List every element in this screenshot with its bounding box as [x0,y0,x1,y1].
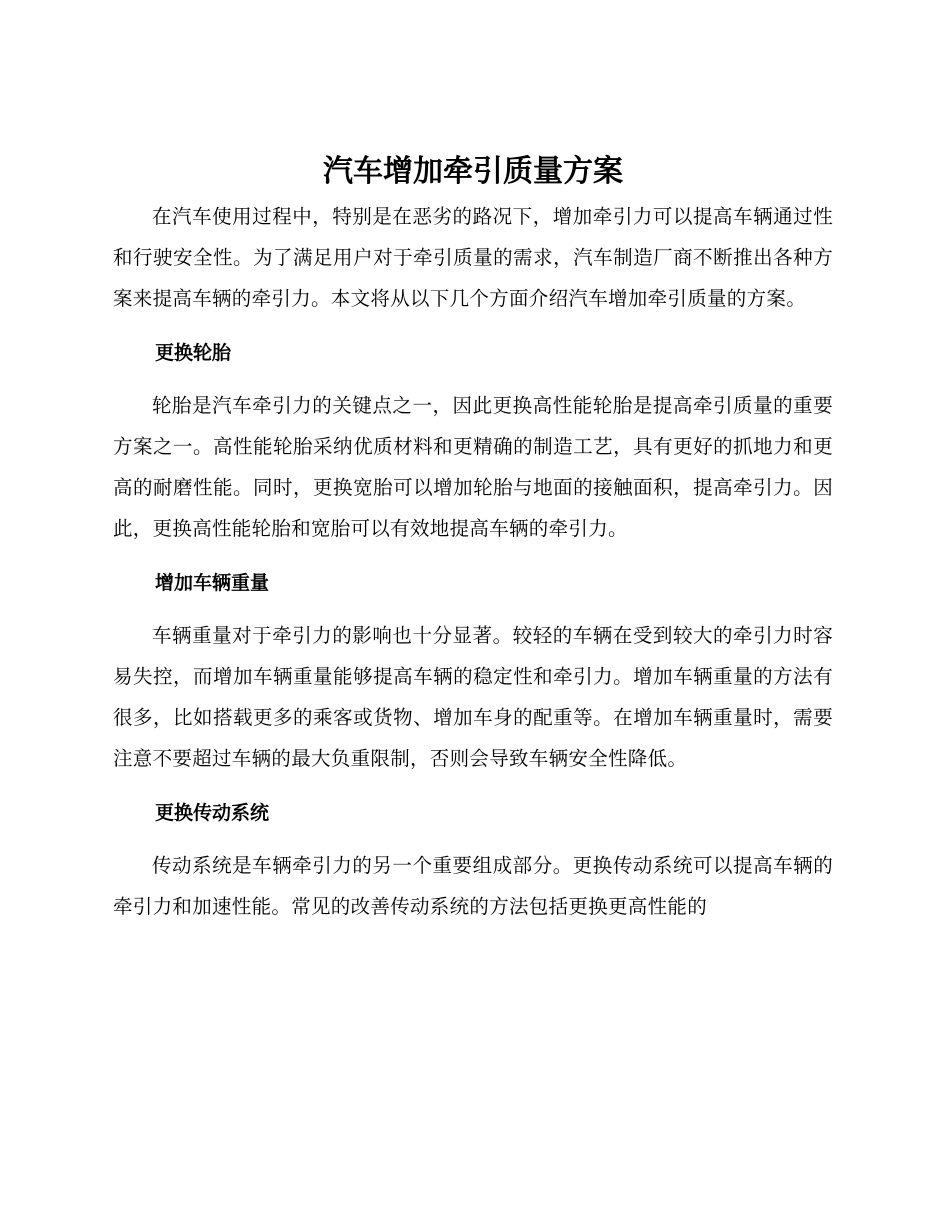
section-body-tires: 轮胎是汽车牵引力的关键点之一，因此更换高性能轮胎是提高牵引质量的重要方案之一。高性能轮胎采纳优质材料和更精确的制造工艺，具有更好的抓地力和更高的耐磨性能。同时，更换宽胎可以增加轮胎与地面的接触面积，提高牵引力。因此，更换高性能轮胎和宽胎可以有效地提高车辆的牵引力。 [113,394,833,540]
section-heading-tires: 更换轮胎 [155,342,232,364]
section-heading-drivetrain: 更换传动系统 [155,802,270,824]
section-body-weight: 车辆重量对于牵引力的影响也十分显著。较轻的车辆在受到较大的牵引力时容易失控，而增加车辆重量能够提高车辆的稳定性和牵引力。增加车辆重量的方法有很多，比如搭载更多的乘客或货物、增加车身的配重等。在增加车辆重量时，需要注意不要超过车辆的最大负重限制，否则会导致车辆安全性降低。 [113,624,833,770]
document-title: 汽车增加牵引质量方案 [323,154,623,189]
section-heading-weight: 增加车辆重量 [155,572,270,594]
document-body [113,150,833,927]
section-body-drivetrain: 传动系统是车辆牵引力的另一个重要组成部分。更换传动系统可以提高车辆的牵引力和加速性能。常见的改善传动系统的方法包括更换更高性能的 [113,854,833,918]
intro-paragraph: 在汽车使用过程中，特别是在恶劣的路况下，增加牵引力可以提高车辆通过性和行驶安全性。为了满足用户对于牵引质量的需求，汽车制造厂商不断推出各种方案来提高车辆的牵引力。本文将从以下几个方面介绍汽车增加牵引质量的方案。 [113,205,833,310]
